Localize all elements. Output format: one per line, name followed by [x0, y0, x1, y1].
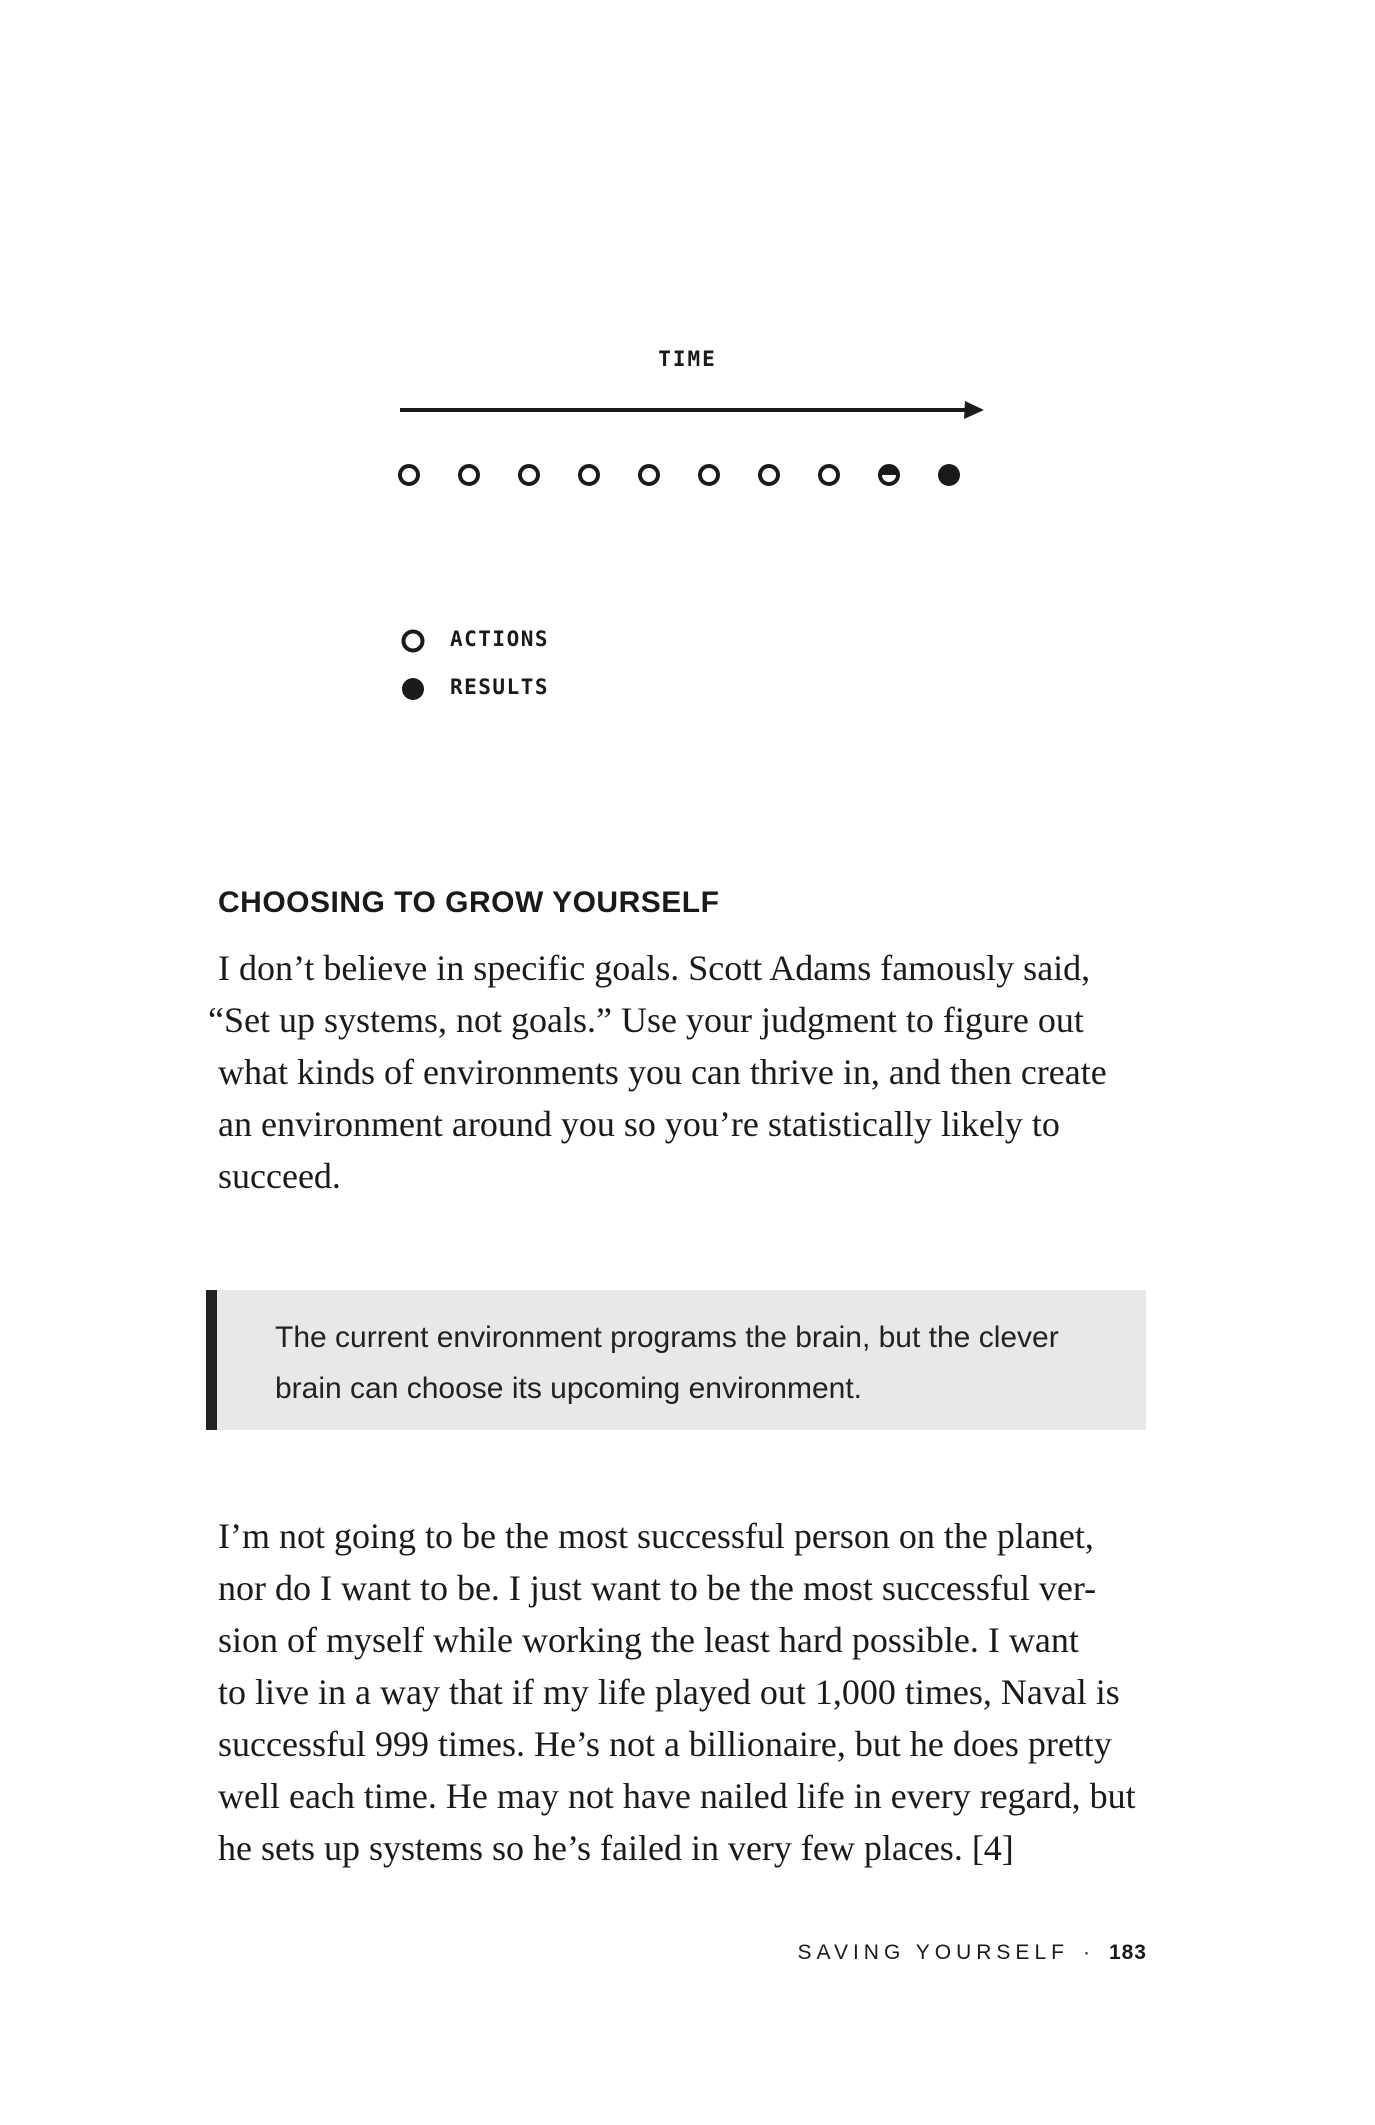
paragraph-2-line: sion of myself while working the least hard possible. I want [218, 1620, 1079, 1660]
pull-quote-line: brain can choose its upcoming environment. [275, 1372, 862, 1405]
legend-actions-label: ACTIONS [450, 627, 550, 651]
timeline-action-dot [460, 466, 478, 484]
footer-separator: · [1082, 1941, 1095, 1964]
timeline-result-dot [938, 464, 960, 486]
paragraph-2-line: to live in a way that if my life played out 1,000 times, Naval is [218, 1672, 1120, 1712]
page-number: 183 [1108, 1941, 1147, 1964]
timeline-action-dot [400, 466, 418, 484]
paragraph-2-line: successful 999 times. He’s not a billionaire, but he does pretty [218, 1724, 1112, 1764]
paragraph-2-line: nor do I want to be. I just want to be the most successful ver- [218, 1568, 1097, 1608]
timeline-action-dot [700, 466, 718, 484]
timeline-action-dot [580, 466, 598, 484]
time-arrow [400, 401, 984, 419]
legend-action-marker-icon [398, 626, 428, 656]
paragraph-1-line: “Set up systems, not goals.” Use your judgment to figure out [208, 1000, 1084, 1040]
paragraph-1-line: succeed. [218, 1156, 341, 1196]
timeline-action-dot [520, 466, 538, 484]
paragraph-2-line: well each time. He may not have nailed life in every regard, but [218, 1776, 1136, 1816]
paragraph-1-line: what kinds of environments you can thrive in, and then create [218, 1052, 1107, 1092]
paragraph-1-line: I don’t believe in specific goals. Scott Adams famously said, [218, 948, 1091, 988]
page-footer [798, 1941, 1148, 1965]
paragraph-1 [208, 942, 1156, 1202]
timeline-action-dot [820, 466, 838, 484]
timeline-diagram [380, 385, 1000, 515]
paragraph-2 [218, 1510, 1156, 1874]
pull-quote-line: The current environment programs the brain, but the clever [275, 1321, 1059, 1354]
pull-quote-text [275, 1312, 1059, 1414]
timeline-dots [400, 464, 960, 486]
section-heading: CHOOSING TO GROW YOURSELF [218, 886, 720, 919]
timeline-action-dot [760, 466, 778, 484]
paragraph-1-line: an environment around you so you’re statistically likely to [218, 1104, 1060, 1144]
timeline-action-dot [640, 466, 658, 484]
paragraph-2-line: I’m not going to be the most successful person on the planet, [218, 1516, 1094, 1556]
running-head: SAVING YOURSELF [797, 1941, 1069, 1964]
legend-results-label: RESULTS [450, 675, 550, 699]
legend-result-marker-icon [398, 674, 428, 704]
timeline-partial-result-dot [880, 466, 898, 484]
paragraph-2-line: he sets up systems so he’s failed in very few places. [4] [218, 1828, 1014, 1868]
pull-quote-callout [206, 1290, 1146, 1430]
diagram-time-label: TIME [658, 347, 717, 371]
